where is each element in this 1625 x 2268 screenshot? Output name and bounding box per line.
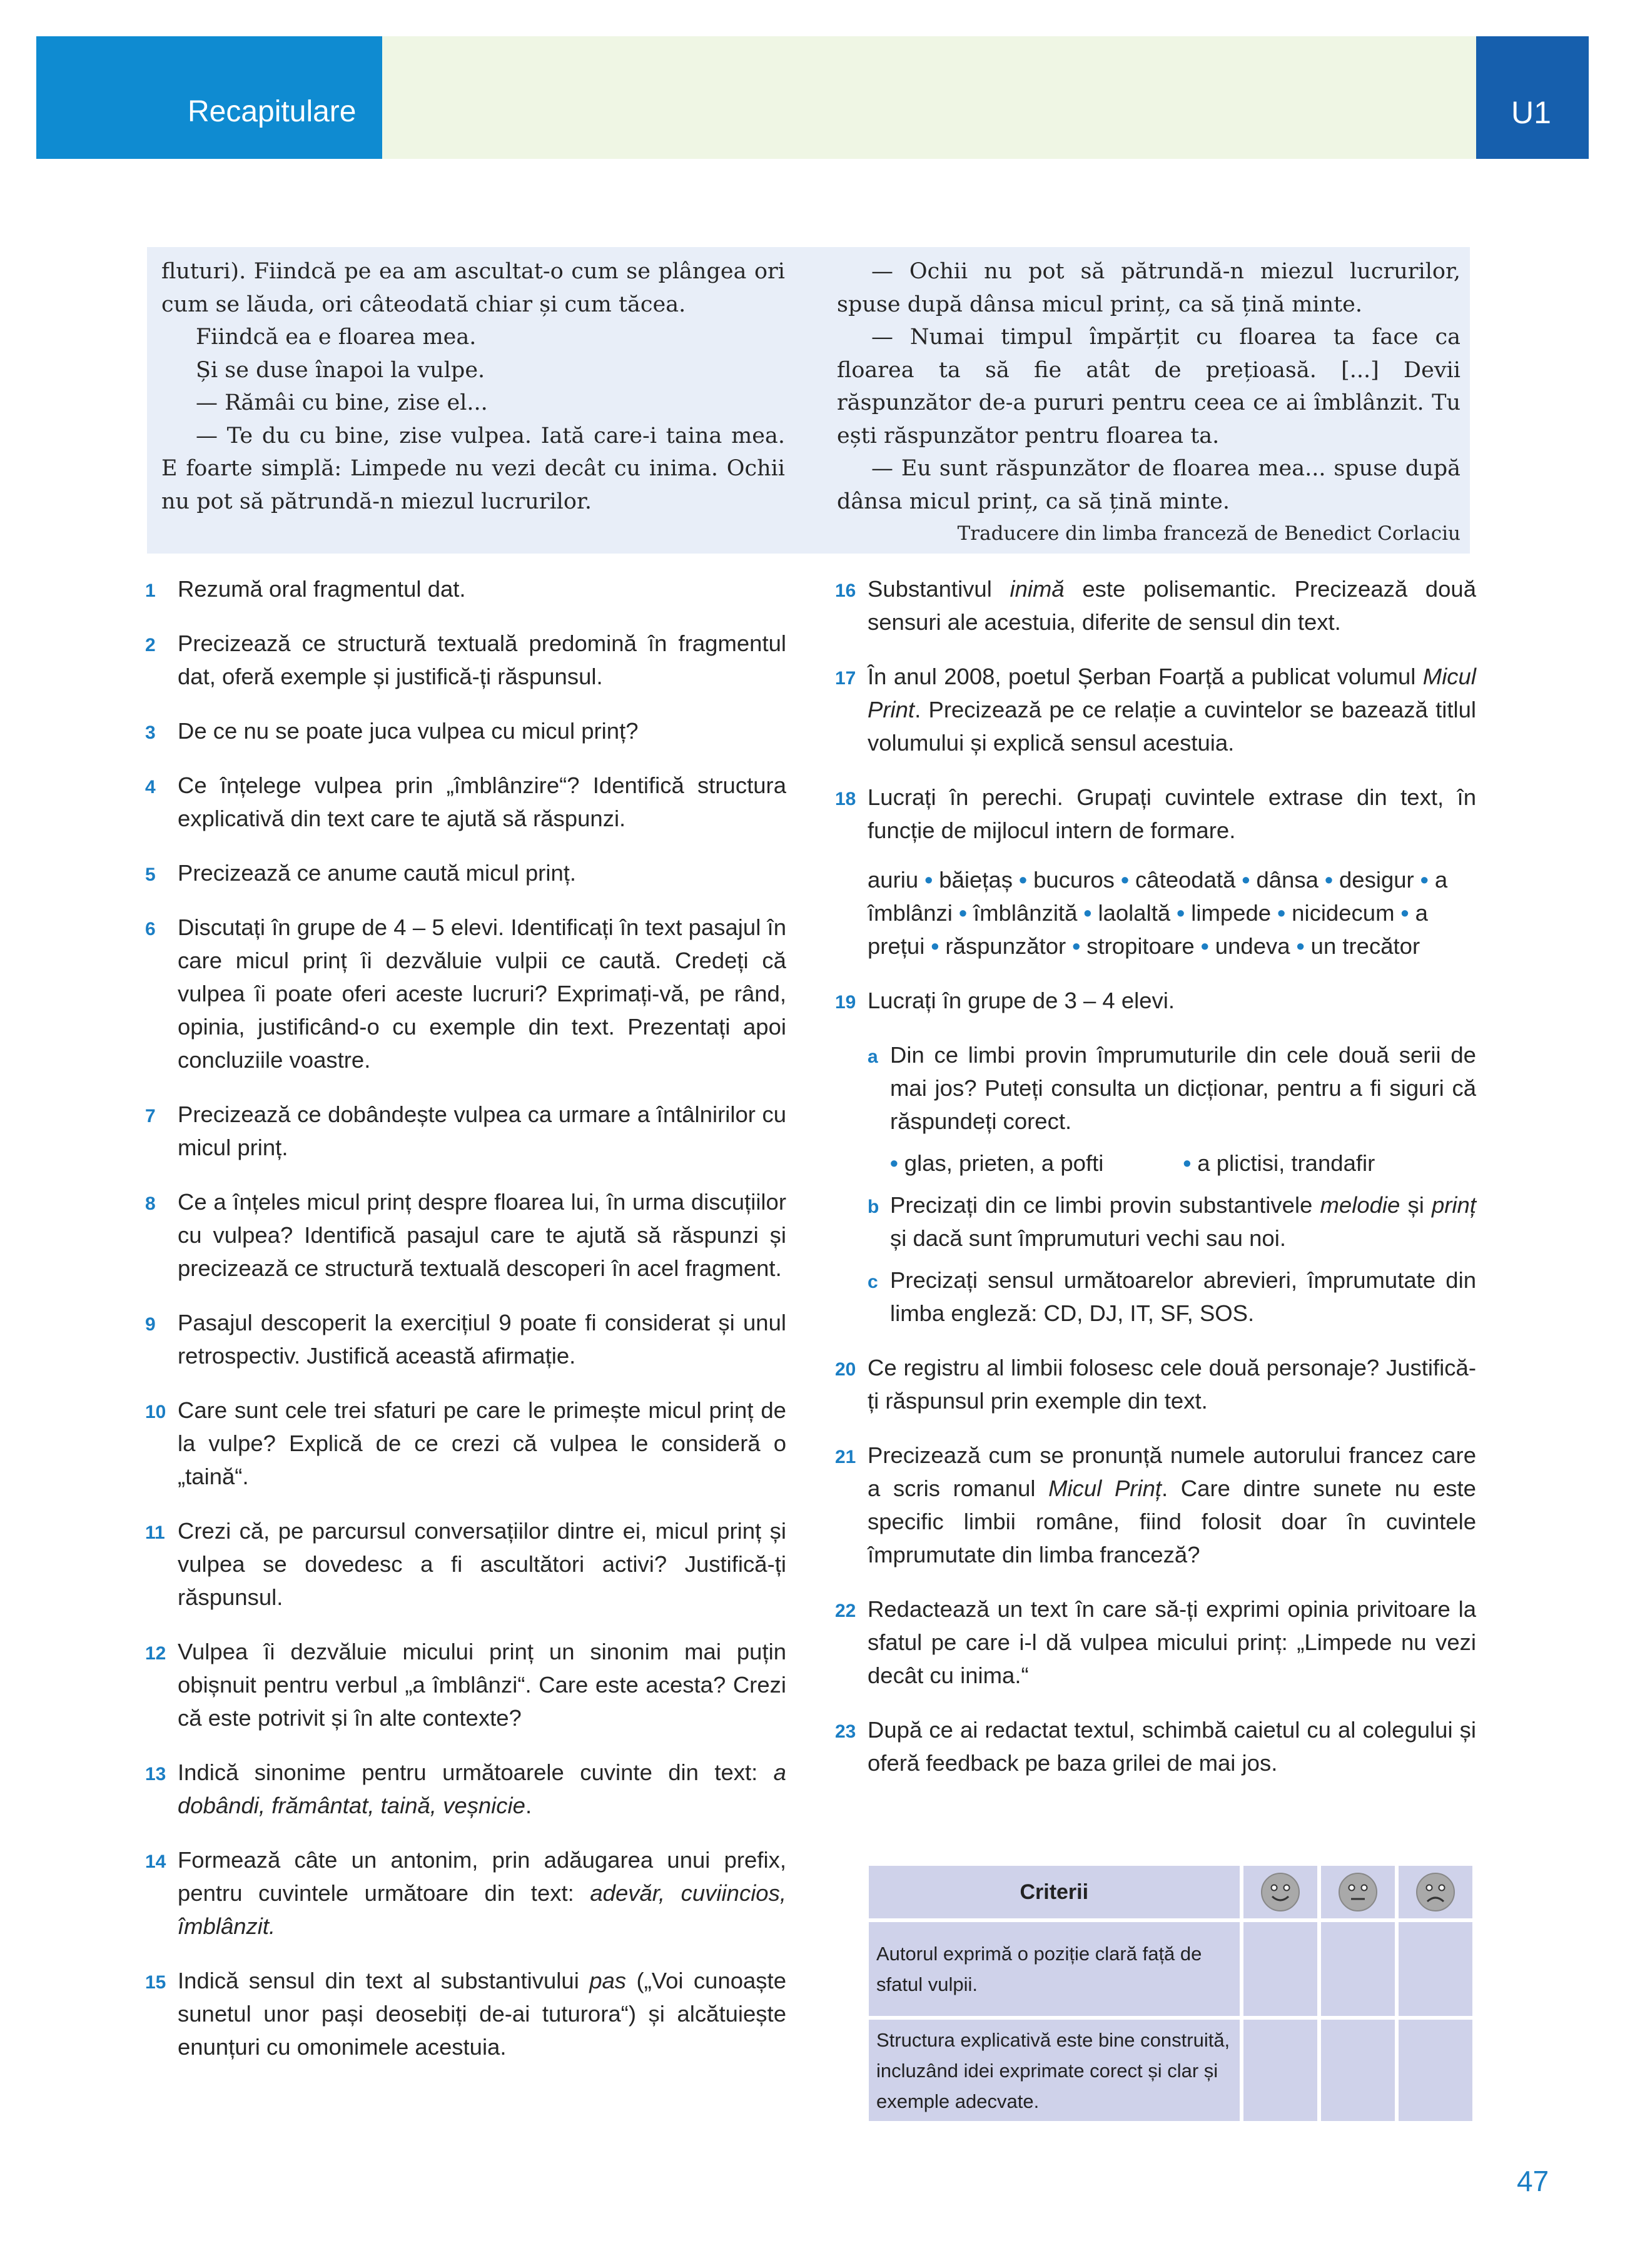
- exercise-number: 8: [145, 1193, 156, 1214]
- subexercise-text: și: [1407, 1192, 1424, 1218]
- exercise-italic-words: Micul Print: [868, 664, 1476, 722]
- word: îmblânzită: [973, 900, 1078, 926]
- exercise-item: [835, 1439, 1476, 1571]
- series-text: a plictisi, trandafir: [1197, 1150, 1375, 1176]
- grid-cell[interactable]: [1243, 1922, 1317, 2016]
- excerpt-paragraph: — Rămâi cu bine, zise el...: [196, 390, 488, 415]
- word: a prețui: [868, 900, 1428, 959]
- exercise-item: [145, 911, 786, 1076]
- word: dânsa: [1256, 867, 1319, 893]
- word: stropitoare: [1086, 933, 1195, 959]
- subexercise-italic: prinț: [1431, 1192, 1476, 1218]
- subexercise-letter: b: [868, 1197, 879, 1217]
- exercise-text-end: .: [525, 1793, 532, 1818]
- subexercise-b: [835, 1188, 1476, 1255]
- bullet-dot: •: [1183, 1150, 1192, 1176]
- exercise-text: Pasajul descoperit la exercițiul 9 poate fi considerat și unul retrospectiv. Justifică această afirmație.: [178, 1310, 786, 1369]
- grid-cell[interactable]: [1321, 2020, 1395, 2121]
- grid-row: [869, 1922, 1472, 2016]
- exercise-text: Redactează un text în care să-ți exprimi opinia privitoare la sfatul pe care i-l dă vulpea micului prinț: „Limpede nu vezi decât cu inima.“: [868, 1596, 1476, 1688]
- exercise-number: 18: [835, 789, 856, 809]
- excerpt-paragraph: — Eu sunt răspunzător de floarea mea... spuse după dânsa micul prinț, ca să țină minte.: [837, 456, 1460, 514]
- bullet-dot: •: [1200, 933, 1209, 959]
- exercise-item: [835, 984, 1476, 1017]
- subexercise-letter: c: [868, 1272, 878, 1292]
- exercise-number: 15: [145, 1972, 166, 1993]
- exercise-item: [835, 572, 1476, 639]
- exercise-text: Indică sensul din text al substantivului: [178, 1968, 579, 1993]
- header-band: [382, 36, 1476, 159]
- exercise-item: [145, 627, 786, 693]
- exercise-item: [145, 856, 786, 889]
- exercise-item: [145, 1514, 786, 1614]
- word: bucuros: [1033, 867, 1115, 893]
- exercise-number: 9: [145, 1314, 156, 1335]
- excerpt-paragraph: — Numai timpul împărțit cu floarea ta face ca floarea ta să fie atât de prețioasă. [...] Devii răspunzător de-a pururi pentru ceea ce ai îmblânzit. Tu ești răspunzător pentru floarea ta.: [837, 325, 1460, 448]
- exercises-left-column: [145, 572, 786, 2085]
- exercise-number: 3: [145, 722, 156, 743]
- exercise-number: 2: [145, 635, 156, 656]
- neutral-face-icon: [1321, 1866, 1395, 1918]
- subexercise-text: Precizați sensul următoarelor abrevieri, împrumutate din limba engleză: CD, DJ, IT, SF, SOS.: [890, 1267, 1476, 1326]
- bullet-dot: •: [1072, 933, 1081, 959]
- word: nicidecum: [1292, 900, 1395, 926]
- word: răspunzător: [945, 933, 1066, 959]
- excerpt-right-column: [837, 255, 1460, 549]
- exercise-italic-words: Micul Prinț: [1048, 1476, 1162, 1501]
- exercise-italic-words: adevăr, cuviincios, îmblânzit.: [178, 1880, 786, 1939]
- exercise-text-end: este polisemantic. Precizează două sensuri ale acestuia, diferite de sensul din text.: [868, 576, 1476, 635]
- grid-cell[interactable]: [1399, 1922, 1472, 2016]
- translation-source: Traducere din limba franceză de Benedict Corlaciu: [957, 522, 1460, 545]
- bullet-dot: •: [1177, 900, 1185, 926]
- exercise-text-end: . Precizează pe ce relație a cuvintelor se bazează titlul volumului și explică sensul acestuia.: [868, 697, 1476, 756]
- exercise-text: Rezumă oral fragmentul dat.: [178, 576, 466, 602]
- excerpt-paragraph: Și se duse înapoi la vulpe.: [196, 357, 485, 383]
- exercise-text: Precizează ce dobândește vulpea ca urmare a întâlnirilor cu micul prinț.: [178, 1101, 786, 1160]
- bullet-dot: •: [924, 867, 933, 893]
- exercise-item: [145, 1185, 786, 1285]
- exercise-number: 10: [145, 1402, 166, 1422]
- bullet-dot: •: [1277, 900, 1285, 926]
- word: a îmblânzi: [868, 867, 1448, 926]
- bullet-dot: •: [1121, 867, 1129, 893]
- subexercise-text: și dacă sunt împrumuturi vechi sau noi.: [890, 1225, 1286, 1251]
- exercise-item: [835, 1713, 1476, 1779]
- excerpt-paragraph: Fiindcă ea e floarea mea.: [196, 325, 477, 350]
- exercise-text: Indică sinonime pentru următoarele cuvinte din text:: [178, 1759, 758, 1785]
- exercise-number: 22: [835, 1601, 856, 1621]
- exercise-text: Ce registru al limbii folosesc cele două personaje? Justifică-ți răspunsul prin exemple din text.: [868, 1355, 1476, 1414]
- grid-criterion: Autorul exprimă o poziție clară față de sfatul vulpii.: [869, 1922, 1240, 2016]
- bullet-dot: •: [1400, 900, 1409, 926]
- exercise-item: [145, 1843, 786, 1943]
- exercise-item: [835, 1351, 1476, 1417]
- exercise-number: 13: [145, 1764, 166, 1785]
- exercise-number: 21: [835, 1447, 856, 1467]
- exercise-italic-words: a dobândi, frământat, taină, veșnicie: [178, 1759, 786, 1818]
- exercise-text: Lucrați în grupe de 3 – 4 elevi.: [868, 988, 1175, 1013]
- exercise-item: [145, 1098, 786, 1164]
- excerpt-paragraph: — Ochii nu pot să pătrundă-n miezul lucrurilor, spuse după dânsa micul prinț, ca să țină minte.: [837, 259, 1460, 317]
- exercise-item: [145, 1635, 786, 1734]
- grid-cell[interactable]: [1243, 2020, 1317, 2121]
- exercise-text: După ce ai redactat textul, schimbă caietul cu al colegului și oferă feedback pe baza grilei de mai jos.: [868, 1717, 1476, 1776]
- exercise-text: Discutați în grupe de 4 – 5 elevi. Identificați în text pasajul în care micul prinț îi dezvăluie vulpii ce caută. Credeți că vulpea îi poate oferi aceste lucruri? Exprimați-vă, pe rând, opinia, justificând-o cu exemple din text. Prezentați apoi concluziile voastre.: [178, 914, 786, 1073]
- exercise-text: Vulpea îi dezvăluie micului prinț un sinonim mai puțin obișnuit pentru verbul „a îmblânzi“. Care este acesta? Crezi că este potrivit și în alte contexte?: [178, 1639, 786, 1731]
- exercise-number: 4: [145, 777, 156, 797]
- bullet-dot: •: [959, 900, 967, 926]
- exercise-number: 14: [145, 1851, 166, 1872]
- bullet-dot: •: [1325, 867, 1333, 893]
- series-text: glas, prieten, a pofti: [904, 1150, 1104, 1176]
- exercise-item: [145, 1306, 786, 1372]
- subexercise-text: Din ce limbi provin împrumuturile din cele două serii de mai jos? Puteți consulta un dicționar, pentru a fi siguri că răspundeți corect.: [890, 1042, 1476, 1134]
- exercise-number: 5: [145, 864, 156, 885]
- exercise-text: Precizează ce anume caută micul prinț.: [178, 860, 577, 886]
- page-number: 47: [1517, 2165, 1549, 2197]
- exercise-item: [145, 769, 786, 835]
- section-title: Recapitulare: [188, 95, 357, 128]
- bullet-dot: •: [1296, 933, 1305, 959]
- exercise-number: 7: [145, 1106, 156, 1126]
- exercise-text: Ce înțelege vulpea prin „îmblânzire“? Identifică structura explicativă din text care te ajută să răspunzi.: [178, 772, 786, 831]
- subexercise-letter: a: [868, 1046, 878, 1067]
- word: băiețaș: [939, 867, 1013, 893]
- excerpt-left-column: [161, 255, 785, 518]
- grid-cell[interactable]: [1399, 2020, 1472, 2121]
- subexercise-a: [835, 1038, 1476, 1138]
- excerpt-paragraph: — Te du cu bine, zise vulpea. Iată care-i taina mea. E foarte simplă: Limpede nu vezi decât cu inima. Ochii nu pot să pătrundă-n miezul lucrurilor.: [161, 423, 785, 514]
- exercise-italic-words: pas: [589, 1968, 627, 1993]
- exercise-text-end: . Care dintre sunete nu este specific limbii române, fiind folosit doar în cuvintele împrumutate din limba franceză?: [868, 1476, 1476, 1567]
- word: desigur: [1339, 867, 1414, 893]
- bullet-dot: •: [1242, 867, 1250, 893]
- feedback-grid: [865, 1862, 1476, 2125]
- exercise-italic-words: inimă: [1010, 576, 1065, 602]
- word: laolaltă: [1098, 900, 1171, 926]
- loanword-series: [835, 1147, 1476, 1180]
- bullet-dot: •: [1019, 867, 1027, 893]
- exercise-number: 19: [835, 992, 856, 1013]
- exercise-item: [145, 1756, 786, 1822]
- subexercise-text: Precizați din ce limbi provin substantivele: [890, 1192, 1313, 1218]
- exercise-number: 12: [145, 1643, 166, 1664]
- sad-face-icon: [1399, 1866, 1472, 1918]
- exercise-text: Crezi că, pe parcursul conversațiilor dintre ei, micul prinț și vulpea se dovedesc a fi ascultători activi? Justifică-ți răspunsul.: [178, 1518, 786, 1610]
- word: câteodată: [1135, 867, 1236, 893]
- grid-criterion: Structura explicativă este bine construită, incluzând idei exprimate corect și clar și exemple adecvate.: [869, 2020, 1240, 2121]
- exercise-item: [145, 1394, 786, 1493]
- exercise-number: 6: [145, 919, 156, 939]
- exercise-item: [145, 714, 786, 747]
- word: undeva: [1215, 933, 1290, 959]
- subexercise-c: [835, 1263, 1476, 1330]
- exercise-number: 1: [145, 580, 156, 601]
- grid-row: [869, 2020, 1472, 2121]
- exercise-text: Ce a înțeles micul prinț despre floarea lui, în urma discuțiilor cu vulpea? Identifică pasajul care te ajută să răspunzi și precizează ce structură textuală descoperi în acel fragment.: [178, 1189, 786, 1281]
- exercise-number: 23: [835, 1721, 856, 1742]
- bullet-dot: •: [1083, 900, 1092, 926]
- exercises-right-column: [835, 572, 1476, 1801]
- exercise-number: 17: [835, 668, 856, 689]
- subexercise-italic: melodie: [1320, 1192, 1400, 1218]
- series-item: [890, 1147, 1183, 1180]
- exercise-item: [145, 1964, 786, 2063]
- exercise-text: Precizează ce structură textuală predomină în fragmentul dat, oferă exemple și justifică-ți răspunsul.: [178, 630, 786, 689]
- unit-label: U1: [1511, 95, 1551, 130]
- exercise-item: [145, 572, 786, 605]
- exercise-number: 16: [835, 580, 856, 601]
- word: un trecător: [1310, 933, 1420, 959]
- bullet-dot: •: [931, 933, 939, 959]
- exercise-item: [835, 781, 1476, 847]
- word: auriu: [868, 867, 919, 893]
- exercise-number: 11: [145, 1522, 165, 1543]
- excerpt-paragraph: fluturi). Fiindcă pe ea am ascultat-o cum se plângea ori cum se lăuda, ori câteodată chiar și cum tăcea.: [161, 259, 785, 317]
- grid-cell[interactable]: [1321, 1922, 1395, 2016]
- happy-face-icon: [1243, 1866, 1317, 1918]
- grid-header-criteria: Criterii: [869, 1866, 1240, 1918]
- bullet-dot: •: [1420, 867, 1429, 893]
- exercise-number: 20: [835, 1359, 856, 1380]
- series-item: [1183, 1147, 1477, 1180]
- exercise-text: Formează câte un antonim, prin adăugarea unui prefix, pentru cuvintele următoare din text:: [178, 1847, 786, 1906]
- bullet-dot: •: [890, 1150, 898, 1176]
- exercise-text: Substantivul: [868, 576, 992, 602]
- exercise-text: Lucrați în perechi. Grupați cuvintele extrase din text, în funcție de mijlocul intern de formare.: [868, 784, 1476, 843]
- exercise-item: [835, 1592, 1476, 1692]
- word: limpede: [1191, 900, 1272, 926]
- word-list: [835, 863, 1476, 963]
- exercise-text: Precizează cum se pronunță numele autorului francez care a scris romanul: [868, 1442, 1476, 1501]
- exercise-text: În anul 2008, poetul Șerban Foarță a publicat volumul: [868, 664, 1416, 689]
- exercise-item: [835, 660, 1476, 759]
- exercise-text: Care sunt cele trei sfaturi pe care le primește micul prinț de la vulpe? Explică de ce crezi că vulpea le consideră o „taină“.: [178, 1397, 786, 1489]
- grid-header-row: [869, 1866, 1472, 1918]
- exercise-text-end: („Voi cunoaște sunetul unor pași deosebiți de-ai tuturora“) și alcătuiește enunțuri cu omonimele acestuia.: [178, 1968, 786, 2060]
- exercise-text: De ce nu se poate juca vulpea cu micul prinț?: [178, 718, 639, 744]
